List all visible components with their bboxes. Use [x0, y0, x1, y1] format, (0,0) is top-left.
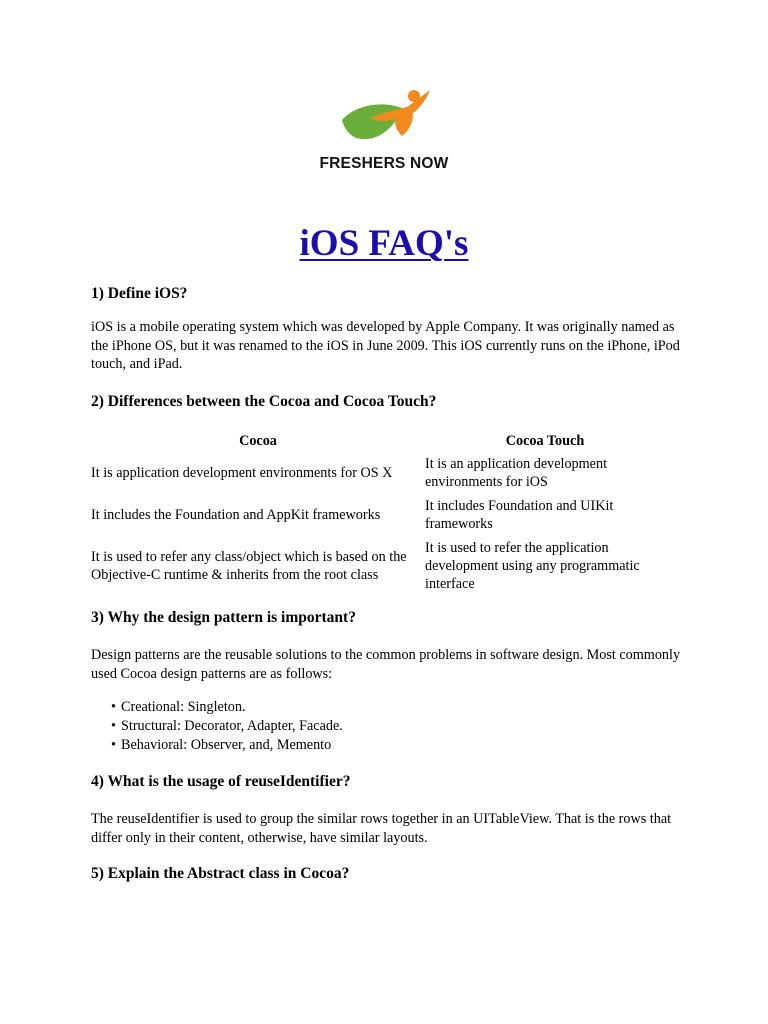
answer-4: The reuseIdentifier is used to group the similar rows together in an UITableView. That is the rows that differ only in their content, otherwise, have similar layouts.: [91, 811, 672, 846]
table-row: [91, 452, 665, 494]
table-header-cocoa: Cocoa: [239, 433, 277, 449]
bullet-icon: •: [111, 737, 116, 753]
answer-3: Design patterns are the reusable solutions to the common problems in software design. Most commonly used Cocoa design patterns are as follows:: [91, 647, 681, 682]
table-cell: It is used to refer the application development using any programmatic interface: [425, 540, 640, 592]
table-header-row: [91, 432, 665, 452]
comparison-table: [91, 432, 665, 596]
table-cell: It includes the Foundation and AppKit frameworks: [91, 507, 381, 523]
freshers-now-logo-icon: [340, 86, 436, 148]
question-5: 5) Explain the Abstract class in Cocoa?: [91, 865, 350, 882]
design-pattern-list: [91, 698, 343, 755]
table-row: [91, 494, 665, 536]
question-2: 2) Differences between the Cocoa and Cocoa Touch?: [91, 393, 437, 410]
table-row: [91, 536, 665, 596]
list-item-text: Behavioral: Observer, and, Memento: [121, 737, 332, 753]
list-item-text: Structural: Decorator, Adapter, Facade.: [121, 718, 343, 734]
page-title[interactable]: iOS FAQ's: [299, 223, 469, 264]
table-cell: It is used to refer any class/object which is based on the Objective-C runtime & inherits from the root class: [91, 549, 407, 583]
bullet-icon: •: [111, 718, 116, 734]
list-item: [91, 717, 343, 736]
logo-text: FRESHERS NOW: [319, 155, 449, 172]
table-cell: It is an application development environments for iOS: [425, 456, 608, 490]
answer-1: iOS is a mobile operating system which was developed by Apple Company. It was originally named as the iPhone OS, but it was renamed to the iOS in June 2009. This iOS currently runs on the iPhone, iPod touch, and iPad.: [91, 319, 680, 372]
question-4: 4) What is the usage of reuseIdentifier?: [91, 773, 351, 790]
question-1: 1) Define iOS?: [91, 285, 188, 302]
table-header-cocoa-touch: Cocoa Touch: [505, 433, 585, 449]
logo-leaf-shape: [342, 104, 402, 139]
list-item: [91, 736, 343, 755]
list-item: [91, 698, 343, 717]
list-item-text: Creational: Singleton.: [121, 699, 246, 715]
table-cell: It is application development environments for OS X: [91, 465, 393, 481]
question-3: 3) Why the design pattern is important?: [91, 609, 356, 626]
bullet-icon: •: [111, 699, 116, 715]
logo-figure-head: [408, 90, 420, 102]
table-cell: It includes Foundation and UIKit frameworks: [425, 498, 614, 532]
